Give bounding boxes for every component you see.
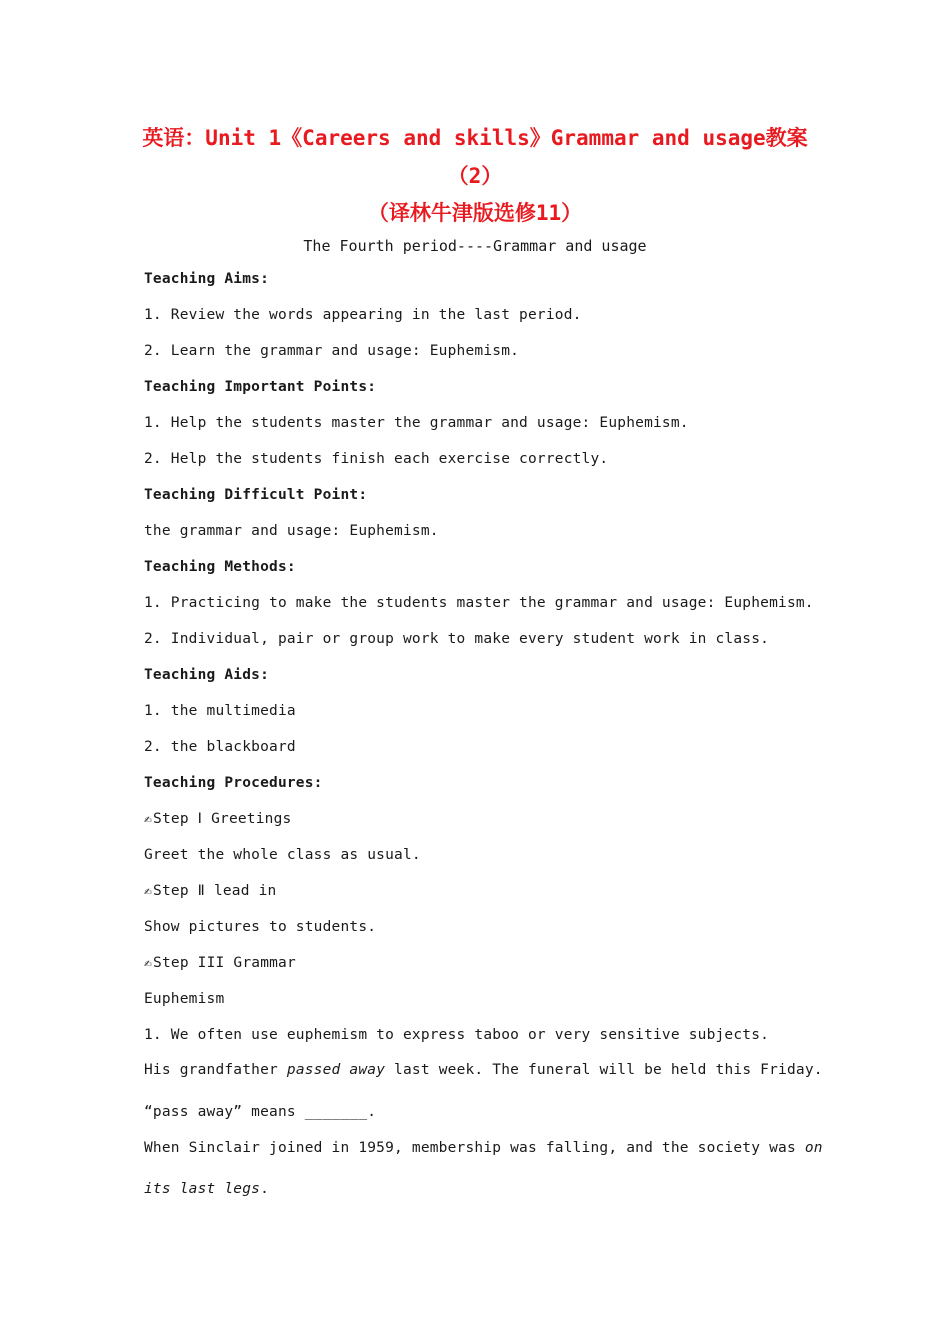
example-1-question: “pass away” means _______. xyxy=(144,1104,377,1120)
aims-item-2: 2. Learn the grammar and usage: Euphemism. xyxy=(144,343,520,359)
step-3-title: Step III Grammar xyxy=(153,955,296,971)
example-2 xyxy=(144,1140,823,1156)
example-2-start: When Sinclair joined in 1959, membership was falling, and the society was xyxy=(144,1140,805,1156)
document-title-line3: （译林牛津版选修11） xyxy=(367,201,583,225)
step-3-line xyxy=(144,955,296,971)
difficult-heading: Teaching Difficult Point: xyxy=(144,487,368,503)
aids-item-2: 2. the blackboard xyxy=(144,739,296,755)
document-title-line2: （2） xyxy=(447,164,503,188)
topic-euphemism: Euphemism xyxy=(144,991,225,1007)
step-1-title: Step Ⅰ Greetings xyxy=(153,811,292,827)
methods-item-1: 1. Practicing to make the students master the grammar and usage: Euphemism. xyxy=(144,595,814,611)
important-item-2: 2. Help the students finish each exercise correctly. xyxy=(144,451,609,467)
procedures-heading: Teaching Procedures: xyxy=(144,775,323,791)
example-1-end: last week. The funeral will be held this Friday. xyxy=(385,1062,823,1078)
methods-heading: Teaching Methods: xyxy=(144,559,296,575)
document-title-line1: 英语：Unit 1《Careers and skills》Grammar and usage教案 xyxy=(142,126,808,150)
example-2-period: . xyxy=(260,1181,270,1197)
example-1-italic: passed away xyxy=(286,1062,386,1078)
period-subtitle: The Fourth period----Grammar and usage xyxy=(303,237,647,255)
example-2-italic-phrase: its last legs xyxy=(144,1181,261,1197)
example-2-continued xyxy=(144,1181,269,1197)
aids-heading: Teaching Aids: xyxy=(144,667,270,683)
step-2-line xyxy=(144,883,276,899)
point-1: 1. We often use euphemism to express taboo or very sensitive subjects. xyxy=(144,1027,770,1043)
example-1-start: His grandfather xyxy=(144,1062,287,1078)
writing-hand-icon: ✍ xyxy=(144,812,153,827)
writing-hand-icon: ✍ xyxy=(144,884,153,899)
methods-item-2: 2. Individual, pair or group work to make every student work in class. xyxy=(144,631,770,647)
important-heading: Teaching Important Points: xyxy=(144,379,377,395)
step-2-text: Show pictures to students. xyxy=(144,919,377,935)
step-2-title: Step Ⅱ lead in xyxy=(153,883,277,899)
writing-hand-icon: ✍ xyxy=(144,956,153,971)
aids-item-1: 1. the multimedia xyxy=(144,703,296,719)
difficult-text: the grammar and usage: Euphemism. xyxy=(144,523,439,539)
step-1-line xyxy=(144,811,291,827)
important-item-1: 1. Help the students master the grammar and usage: Euphemism. xyxy=(144,415,689,431)
example-2-italic-on: on xyxy=(804,1140,823,1156)
example-1 xyxy=(144,1062,823,1078)
step-1-text: Greet the whole class as usual. xyxy=(144,847,421,863)
aims-heading: Teaching Aims: xyxy=(144,271,270,287)
aims-item-1: 1. Review the words appearing in the last period. xyxy=(144,307,582,323)
